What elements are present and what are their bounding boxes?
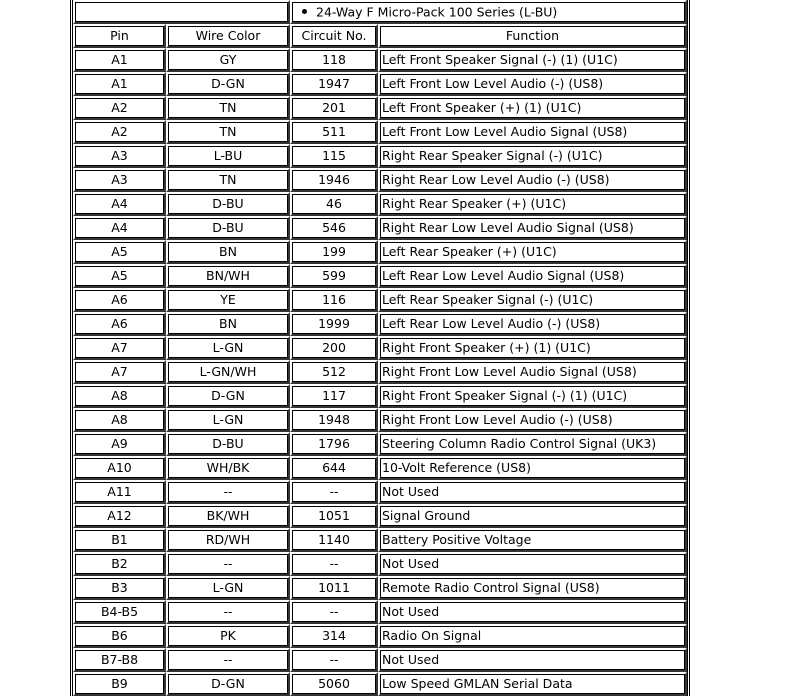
cell-circuit: 1796 — [290, 432, 378, 456]
cell-circuit: 200 — [290, 336, 378, 360]
cell-wire: BN — [166, 240, 290, 264]
cell-circuit: 116 — [290, 288, 378, 312]
cell-pin: A5 — [73, 240, 166, 264]
cell-pin: A2 — [73, 120, 166, 144]
table-row — [73, 552, 687, 576]
cell-function: Left Rear Low Level Audio Signal (US8) — [378, 264, 687, 288]
cell-circuit: 599 — [290, 264, 378, 288]
cell-wire: D-GN — [166, 72, 290, 96]
cell-pin: A12 — [73, 504, 166, 528]
cell-circuit: 1051 — [290, 504, 378, 528]
connector-pinout-table — [70, 0, 690, 696]
table-row — [73, 120, 687, 144]
cell-pin: A6 — [73, 312, 166, 336]
cell-pin: B1 — [73, 528, 166, 552]
cell-pin: A8 — [73, 408, 166, 432]
table-row — [73, 168, 687, 192]
table-row — [73, 48, 687, 72]
cell-function: Right Front Speaker Signal (-) (1) (U1C) — [378, 384, 687, 408]
cell-function: Battery Positive Voltage — [378, 528, 687, 552]
table-row — [73, 384, 687, 408]
cell-pin: A8 — [73, 384, 166, 408]
cell-circuit: 1011 — [290, 576, 378, 600]
table-row — [73, 528, 687, 552]
column-header-wire: Wire Color — [166, 24, 290, 48]
cell-circuit: -- — [290, 480, 378, 504]
cell-function: Left Rear Speaker Signal (-) (U1C) — [378, 288, 687, 312]
cell-wire: TN — [166, 120, 290, 144]
table-row — [73, 456, 687, 480]
cell-circuit: -- — [290, 648, 378, 672]
table-row — [73, 504, 687, 528]
cell-wire: TN — [166, 96, 290, 120]
table-row — [73, 312, 687, 336]
table-row — [73, 576, 687, 600]
cell-function: Not Used — [378, 648, 687, 672]
cell-circuit: 199 — [290, 240, 378, 264]
cell-wire: PK — [166, 624, 290, 648]
cell-wire: L-GN — [166, 336, 290, 360]
cell-pin: A9 — [73, 432, 166, 456]
cell-function: Low Speed GMLAN Serial Data — [378, 672, 687, 696]
cell-pin: A2 — [73, 96, 166, 120]
table-row — [73, 264, 687, 288]
cell-wire: D-GN — [166, 384, 290, 408]
cell-wire: GY — [166, 48, 290, 72]
cell-function: Not Used — [378, 552, 687, 576]
cell-wire: L-BU — [166, 144, 290, 168]
cell-wire: -- — [166, 552, 290, 576]
cell-function: 10-Volt Reference (US8) — [378, 456, 687, 480]
cell-function: Right Front Low Level Audio (-) (US8) — [378, 408, 687, 432]
cell-circuit: -- — [290, 600, 378, 624]
cell-circuit: 511 — [290, 120, 378, 144]
cell-pin: A4 — [73, 216, 166, 240]
cell-circuit: 118 — [290, 48, 378, 72]
table-row — [73, 672, 687, 696]
cell-function: Signal Ground — [378, 504, 687, 528]
cell-wire: L-GN — [166, 408, 290, 432]
cell-function: Left Front Low Level Audio Signal (US8) — [378, 120, 687, 144]
cell-wire: L-GN/WH — [166, 360, 290, 384]
connector-title: 24-Way F Micro-Pack 100 Series (L-BU) — [316, 4, 558, 20]
table-row — [73, 72, 687, 96]
cell-pin: B4-B5 — [73, 600, 166, 624]
cell-pin: A5 — [73, 264, 166, 288]
connector-banner-cell — [290, 0, 687, 24]
column-header-pin: Pin — [73, 24, 166, 48]
table-row — [73, 648, 687, 672]
table-row — [73, 432, 687, 456]
cell-circuit: 1948 — [290, 408, 378, 432]
cell-wire: D-BU — [166, 432, 290, 456]
cell-function: Left Rear Speaker (+) (U1C) — [378, 240, 687, 264]
cell-function: Radio On Signal — [378, 624, 687, 648]
cell-function: Right Rear Speaker (+) (U1C) — [378, 192, 687, 216]
cell-pin: A1 — [73, 48, 166, 72]
cell-function: Right Front Low Level Audio Signal (US8) — [378, 360, 687, 384]
table-row — [73, 624, 687, 648]
cell-function: Left Front Low Level Audio (-) (US8) — [378, 72, 687, 96]
cell-function: Steering Column Radio Control Signal (UK3) — [378, 432, 687, 456]
cell-pin: A6 — [73, 288, 166, 312]
cell-circuit: 1947 — [290, 72, 378, 96]
connector-pinout-table-wrapper — [70, 0, 688, 696]
cell-function: Left Rear Low Level Audio (-) (US8) — [378, 312, 687, 336]
cell-wire: L-GN — [166, 576, 290, 600]
table-header-row — [73, 24, 687, 48]
cell-wire: BK/WH — [166, 504, 290, 528]
cell-circuit: 1140 — [290, 528, 378, 552]
cell-function: Right Rear Low Level Audio Signal (US8) — [378, 216, 687, 240]
table-row — [73, 336, 687, 360]
banner-blank-cell — [73, 0, 290, 24]
cell-pin: A1 — [73, 72, 166, 96]
table-row — [73, 288, 687, 312]
bullet-dot-icon — [302, 9, 307, 14]
table-row — [73, 240, 687, 264]
cell-circuit: 1999 — [290, 312, 378, 336]
cell-function: Right Rear Low Level Audio (-) (US8) — [378, 168, 687, 192]
table-row — [73, 192, 687, 216]
cell-pin: A7 — [73, 336, 166, 360]
cell-pin: A10 — [73, 456, 166, 480]
cell-wire: D-BU — [166, 216, 290, 240]
cell-circuit: 5060 — [290, 672, 378, 696]
cell-function: Left Front Speaker Signal (-) (1) (U1C) — [378, 48, 687, 72]
cell-function: Remote Radio Control Signal (US8) — [378, 576, 687, 600]
cell-wire: TN — [166, 168, 290, 192]
table-row — [73, 480, 687, 504]
cell-wire: YE — [166, 288, 290, 312]
cell-circuit: 117 — [290, 384, 378, 408]
cell-circuit: 644 — [290, 456, 378, 480]
cell-circuit: -- — [290, 552, 378, 576]
cell-circuit: 512 — [290, 360, 378, 384]
cell-pin: A4 — [73, 192, 166, 216]
cell-wire: -- — [166, 480, 290, 504]
cell-wire: -- — [166, 600, 290, 624]
cell-circuit: 201 — [290, 96, 378, 120]
cell-circuit: 1946 — [290, 168, 378, 192]
cell-wire: WH/BK — [166, 456, 290, 480]
cell-pin: B6 — [73, 624, 166, 648]
cell-pin: A3 — [73, 168, 166, 192]
cell-circuit: 546 — [290, 216, 378, 240]
cell-circuit: 115 — [290, 144, 378, 168]
table-row — [73, 360, 687, 384]
cell-wire: -- — [166, 648, 290, 672]
connector-banner-row — [73, 0, 687, 24]
table-row — [73, 96, 687, 120]
cell-pin: B7-B8 — [73, 648, 166, 672]
table-row — [73, 216, 687, 240]
column-header-function: Function — [378, 24, 687, 48]
cell-wire: RD/WH — [166, 528, 290, 552]
table-row — [73, 408, 687, 432]
cell-wire: D-GN — [166, 672, 290, 696]
cell-pin: B9 — [73, 672, 166, 696]
cell-function: Not Used — [378, 600, 687, 624]
cell-circuit: 314 — [290, 624, 378, 648]
cell-wire: D-BU — [166, 192, 290, 216]
cell-pin: B2 — [73, 552, 166, 576]
cell-function: Not Used — [378, 480, 687, 504]
cell-circuit: 46 — [290, 192, 378, 216]
cell-function: Right Rear Speaker Signal (-) (U1C) — [378, 144, 687, 168]
cell-pin: B3 — [73, 576, 166, 600]
cell-function: Left Front Speaker (+) (1) (U1C) — [378, 96, 687, 120]
cell-pin: A7 — [73, 360, 166, 384]
cell-function: Right Front Speaker (+) (1) (U1C) — [378, 336, 687, 360]
cell-pin: A11 — [73, 480, 166, 504]
table-row — [73, 600, 687, 624]
cell-pin: A3 — [73, 144, 166, 168]
cell-wire: BN/WH — [166, 264, 290, 288]
table-row — [73, 144, 687, 168]
column-header-circuit: Circuit No. — [290, 24, 378, 48]
cell-wire: BN — [166, 312, 290, 336]
